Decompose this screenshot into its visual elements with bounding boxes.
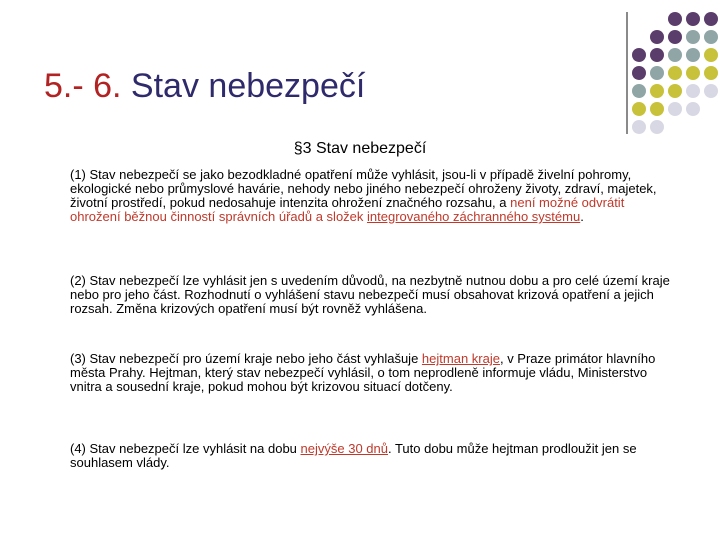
decorative-dot	[668, 102, 682, 116]
decorative-dot	[704, 48, 718, 62]
decorative-dot	[704, 12, 718, 26]
decorative-dot	[668, 120, 682, 134]
paragraph-4	[70, 442, 670, 470]
paragraph-3-highlight: hejtman kraje	[421, 351, 500, 366]
paragraph-4-text: (4) Stav nebezpečí lze vyhlásit na dobu	[70, 441, 301, 456]
decorative-dot	[668, 84, 682, 98]
decorative-dot	[632, 120, 646, 134]
decorative-dot	[704, 84, 718, 98]
slide-title-text: Stav nebezpečí	[121, 67, 366, 105]
paragraph-3-text: (3) Stav nebezpečí pro území kraje nebo jeho část vyhlašuje	[70, 351, 422, 366]
section-heading: §3 Stav nebezpečí	[293, 140, 427, 157]
paragraph-1	[70, 168, 670, 224]
paragraph-3	[70, 352, 670, 394]
decorative-dot	[668, 30, 682, 44]
decorative-dot	[632, 30, 646, 44]
decorative-dot	[668, 66, 682, 80]
decorative-dot	[650, 66, 664, 80]
decorative-dot	[632, 84, 646, 98]
decorative-dot	[650, 120, 664, 134]
decorative-dot	[650, 12, 664, 26]
paragraph-3-rest: , v Praze primátor hlavního města Prahy. Hejtman, který stav nebezpečí vyhlásil, o tom neprodleně informuje vládu, Ministerstvo vnitra a sousední kraje, pokud mohou být krizovou situací dotčeny.	[70, 351, 656, 394]
decorative-dot	[686, 66, 700, 80]
decorative-dot	[632, 66, 646, 80]
decorative-dot	[686, 120, 700, 134]
decorative-dot	[686, 30, 700, 44]
decorative-divider	[626, 12, 628, 134]
decorative-dot	[686, 12, 700, 26]
paragraph-4-highlight: nejvýše 30 dnů	[300, 441, 388, 456]
paragraph-2	[70, 274, 670, 316]
paragraph-1-highlight-underlined: integrovaného záchranného systému	[367, 209, 581, 224]
decorative-dot	[650, 84, 664, 98]
decorative-dot	[686, 48, 700, 62]
decorative-dot	[704, 102, 718, 116]
paragraph-1-text: (1) Stav nebezpečí se jako bezodkladné opatření může vyhlásit, jsou-li v případě živelní pohromy, ekologické nebo průmyslové havárie, nehody nebo jiného nebezpečí ohroženy životy, zdraví, majetek, životní prostředí, pokud nedosahuje intenzita ohrožení značného rozsahu, a	[70, 167, 657, 210]
decorative-dot	[650, 30, 664, 44]
decorative-dot	[704, 66, 718, 80]
decorative-dot	[650, 48, 664, 62]
decorative-dot	[668, 48, 682, 62]
decorative-dot	[668, 12, 682, 26]
slide-title-number: 5.- 6.	[44, 67, 122, 105]
decorative-dot	[632, 102, 646, 116]
decorative-dot	[704, 120, 718, 134]
decorative-dot	[650, 102, 664, 116]
decorative-dot	[632, 12, 646, 26]
paragraph-4-rest: . Tuto dobu může hejtman prodloužit jen se souhlasem vlády.	[70, 441, 637, 470]
decorative-dot	[686, 84, 700, 98]
decorative-dot	[686, 102, 700, 116]
decorative-dot-grid	[632, 12, 718, 134]
paragraph-1-highlight: není možné odvrátit ohrožení běžnou činností správních úřadů a složek	[70, 195, 625, 224]
decorative-dot	[704, 30, 718, 44]
paragraph-1-end: .	[580, 209, 584, 224]
slide-title	[44, 64, 365, 108]
paragraph-2-text: (2) Stav nebezpečí lze vyhlásit jen s uvedením důvodů, na nezbytně nutnou dobu a pro celé území kraje nebo pro jeho část. Rozhodnutí o vyhlášení stavu nebezpečí musí obsahovat krizová opatření a jejich rozsah. Změna krizových opatření musí být rovněž vyhlášena.	[70, 273, 670, 316]
decorative-dot	[632, 48, 646, 62]
